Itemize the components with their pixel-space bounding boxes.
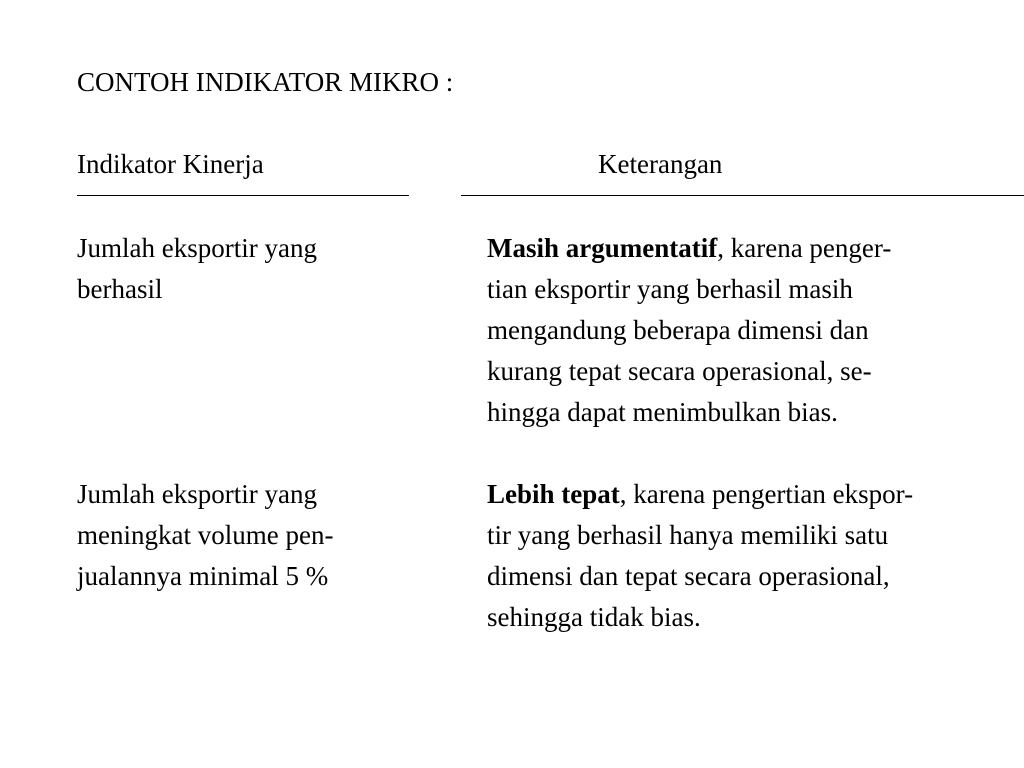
description-line: sehingga tidak bias. [487,602,701,632]
description-line: tir yang berhasil hanya memiliki satu [487,520,889,550]
row-1-indicator [77,228,437,310]
description-line: hingga dapat menimbulkan bias. [487,397,838,427]
description-text: , karena pengertian ekspor- [619,479,914,509]
indicator-line: Jumlah eksportir yang [77,479,317,509]
header-divider-left [77,195,409,196]
column-header-description: Keterangan [598,149,723,179]
indicator-line: berhasil [77,274,163,304]
description-line [487,228,1024,269]
description-line: dimensi dan tepat secara operasional, [487,561,890,591]
description-emphasis: Masih argumentatif [487,233,718,263]
page-title: CONTOH INDIKATOR MIKRO : [77,67,454,97]
description-line: kurang tepat secara operasional, se- [487,356,872,386]
row-2-description [487,474,1024,638]
row-2-indicator [77,474,437,597]
indicator-line: meningkat volume pen- [77,520,334,550]
description-emphasis: Lebih tepat [487,479,620,509]
column-header-indicator: Indikator Kinerja [77,149,264,179]
header-divider-right [461,195,1024,196]
description-line: mengandung beberapa dimensi dan [487,315,869,345]
description-line [487,474,1024,515]
description-text: , karena penger- [717,233,892,263]
indicator-line: Jumlah eksportir yang [77,233,317,263]
indicator-line: jualannya minimal 5 % [77,561,329,591]
row-1-description [487,228,1024,433]
description-line: tian eksportir yang berhasil masih [487,274,853,304]
